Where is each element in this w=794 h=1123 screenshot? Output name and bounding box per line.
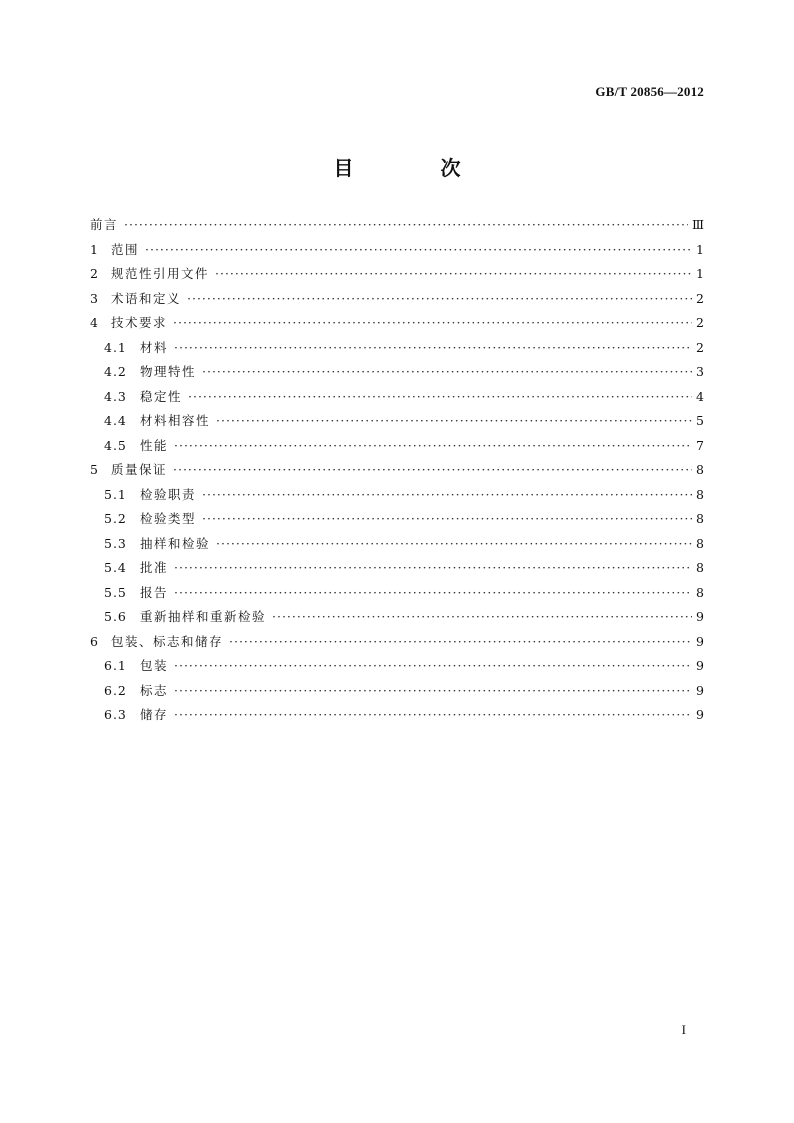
toc-entry[interactable] bbox=[90, 460, 704, 485]
toc-entry-number: 5.3 bbox=[104, 535, 127, 551]
toc-dot-leader bbox=[187, 291, 692, 306]
page-title: 目 次 bbox=[333, 156, 501, 180]
toc-entry-number: 6 bbox=[90, 633, 99, 649]
toc-entry[interactable] bbox=[90, 215, 704, 240]
toc-entry-label: 材料 bbox=[140, 339, 169, 355]
table-of-contents bbox=[90, 215, 704, 730]
toc-entry-number: 6.1 bbox=[104, 658, 127, 673]
toc-entry-page: 9 bbox=[696, 609, 704, 624]
toc-entry-number: 6.2 bbox=[104, 682, 127, 698]
toc-entry-page: 9 bbox=[696, 633, 704, 649]
toc-dot-leader bbox=[272, 609, 692, 624]
toc-entry-label: 检验职责 bbox=[140, 486, 197, 502]
toc-entry[interactable] bbox=[90, 681, 704, 706]
toc-entry-label: 物理特性 bbox=[140, 364, 197, 379]
toc-entry-label: 质量保证 bbox=[111, 462, 168, 477]
toc-dot-leader bbox=[174, 560, 692, 575]
toc-entry-label: 前言 bbox=[90, 217, 119, 232]
toc-entry-label: 抽样和检验 bbox=[140, 535, 211, 551]
toc-entry-label: 技术要求 bbox=[111, 315, 168, 330]
toc-entry[interactable] bbox=[90, 485, 704, 510]
toc-entry-page: 1 bbox=[696, 266, 704, 281]
toc-entry-number: 6.3 bbox=[104, 707, 127, 722]
toc-entry-number: 4.5 bbox=[104, 437, 127, 453]
toc-entry-page: 2 bbox=[696, 339, 704, 355]
toc-entry-label: 标志 bbox=[140, 682, 169, 698]
toc-dot-leader bbox=[215, 266, 692, 281]
toc-entry-label: 范围 bbox=[111, 241, 140, 257]
toc-dot-leader bbox=[202, 364, 692, 379]
toc-entry-page: 3 bbox=[696, 364, 704, 379]
toc-entry-number: 4 bbox=[90, 315, 99, 330]
toc-dot-leader bbox=[174, 340, 692, 355]
toc-dot-leader bbox=[202, 511, 692, 526]
toc-entry-number: 3 bbox=[90, 290, 99, 306]
toc-entry[interactable] bbox=[90, 583, 704, 608]
toc-entry-number: 2 bbox=[90, 266, 99, 281]
toc-entry-label: 包装、标志和储存 bbox=[111, 633, 224, 649]
toc-entry[interactable] bbox=[90, 362, 704, 387]
toc-entry-number: 4.4 bbox=[104, 413, 127, 428]
toc-entry-page: 9 bbox=[696, 682, 704, 698]
toc-entry-label: 性能 bbox=[140, 437, 169, 453]
toc-entry[interactable] bbox=[90, 264, 704, 289]
toc-dot-leader bbox=[174, 707, 692, 722]
toc-entry[interactable] bbox=[90, 656, 704, 681]
toc-entry-number: 5.2 bbox=[104, 511, 127, 526]
toc-entry[interactable] bbox=[90, 436, 704, 461]
toc-entry-page: 8 bbox=[696, 584, 704, 600]
toc-dot-leader bbox=[216, 536, 692, 551]
toc-entry-page: 2 bbox=[696, 290, 704, 306]
toc-dot-leader bbox=[174, 683, 692, 698]
toc-entry-label: 批准 bbox=[140, 560, 169, 575]
toc-entry-label: 检验类型 bbox=[140, 511, 197, 526]
toc-entry-page: 1 bbox=[696, 241, 704, 257]
toc-entry-label: 规范性引用文件 bbox=[111, 266, 210, 281]
toc-entry-page: 8 bbox=[696, 486, 704, 502]
toc-dot-leader bbox=[173, 315, 692, 330]
toc-entry-page: 5 bbox=[696, 413, 704, 428]
toc-dot-leader bbox=[145, 242, 692, 257]
toc-entry[interactable] bbox=[90, 607, 704, 632]
toc-entry-label: 重新抽样和重新检验 bbox=[140, 609, 267, 624]
toc-entry-label: 储存 bbox=[140, 707, 169, 722]
toc-entry-label: 报告 bbox=[140, 584, 169, 600]
toc-entry-label: 包装 bbox=[140, 658, 169, 673]
toc-entry-page: 8 bbox=[696, 511, 704, 526]
toc-entry-page: 7 bbox=[696, 437, 704, 453]
toc-dot-leader bbox=[188, 389, 692, 404]
toc-dot-leader bbox=[124, 217, 688, 232]
toc-entry-number: 4.2 bbox=[104, 364, 127, 379]
toc-entry-label: 术语和定义 bbox=[111, 290, 182, 306]
toc-entry-page: 8 bbox=[696, 535, 704, 551]
toc-entry[interactable] bbox=[90, 509, 704, 534]
toc-dot-leader bbox=[173, 462, 692, 477]
toc-entry-page: 4 bbox=[696, 388, 704, 404]
toc-entry-label: 稳定性 bbox=[140, 388, 183, 404]
toc-dot-leader bbox=[216, 413, 692, 428]
toc-entry-page: Ⅲ bbox=[691, 217, 704, 232]
toc-entry-number: 1 bbox=[90, 241, 99, 257]
toc-entry[interactable] bbox=[90, 313, 704, 338]
toc-dot-leader bbox=[174, 658, 692, 673]
toc-entry-page: 9 bbox=[696, 707, 704, 722]
toc-entry-page: 9 bbox=[696, 658, 704, 673]
toc-dot-leader bbox=[202, 487, 692, 502]
toc-dot-leader bbox=[174, 585, 692, 600]
toc-entry-page: 2 bbox=[696, 315, 704, 330]
toc-entry-number: 5.4 bbox=[104, 560, 127, 575]
toc-entry[interactable] bbox=[90, 534, 704, 559]
toc-entry-number: 4.3 bbox=[104, 388, 127, 404]
toc-entry[interactable] bbox=[90, 558, 704, 583]
toc-dot-leader bbox=[229, 634, 692, 649]
page-number: I bbox=[681, 1022, 686, 1037]
toc-dot-leader bbox=[174, 438, 692, 453]
toc-entry-number: 4.1 bbox=[104, 339, 127, 355]
toc-entry-page: 8 bbox=[696, 462, 704, 477]
toc-entry-label: 材料相容性 bbox=[140, 413, 211, 428]
toc-entry[interactable] bbox=[90, 387, 704, 412]
toc-entry-number: 5.6 bbox=[104, 609, 127, 624]
standard-code: GB/T 20856—2012 bbox=[595, 84, 704, 99]
toc-entry-page: 8 bbox=[696, 560, 704, 575]
toc-entry[interactable] bbox=[90, 705, 704, 730]
toc-entry[interactable] bbox=[90, 289, 704, 314]
toc-entry[interactable] bbox=[90, 338, 704, 363]
toc-entry[interactable] bbox=[90, 240, 704, 265]
toc-entry[interactable] bbox=[90, 632, 704, 657]
toc-entry-number: 5 bbox=[90, 462, 99, 477]
toc-entry-number: 5.1 bbox=[104, 486, 127, 502]
toc-entry[interactable] bbox=[90, 411, 704, 436]
toc-entry-number: 5.5 bbox=[104, 584, 127, 600]
